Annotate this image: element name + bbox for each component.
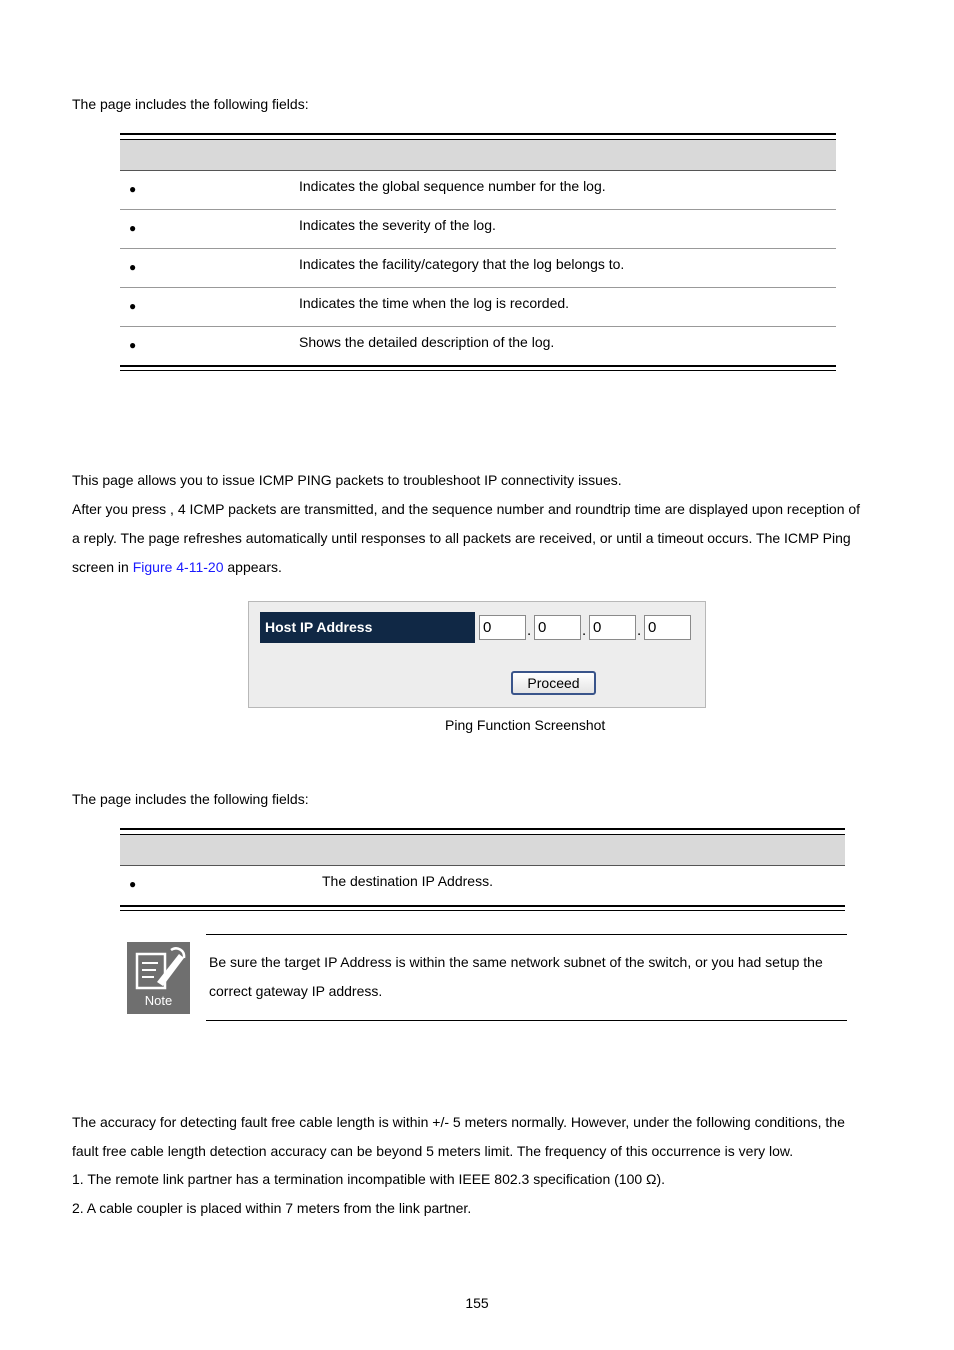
ip-dot: . xyxy=(527,622,532,639)
ping-paragraph-line-2: After you press , 4 ICMP packets are transmitted, and the sequence number and roundtrip time are displayed upon reception of xyxy=(72,501,861,517)
figure-caption: Ping Function Screenshot xyxy=(445,717,606,733)
ping-paragraph-line-1: This page allows you to issue ICMP PING packets to troubleshoot IP connectivity issues. xyxy=(72,472,622,488)
field-description: Indicates the time when the log is recorded. xyxy=(299,295,570,311)
fields-intro: The page includes the following fields: xyxy=(72,791,309,807)
ip-octet-4-input[interactable] xyxy=(644,615,691,640)
table-row xyxy=(120,866,845,905)
cable-paragraph-line-2: fault free cable length detection accuracy can be beyond 5 meters limit. The frequency of this occurrence is very low. xyxy=(72,1143,794,1159)
bullet-icon: ● xyxy=(129,260,137,274)
bullet-icon: ● xyxy=(129,299,137,313)
table-bottom-rule xyxy=(120,365,836,371)
ping-paragraph-text: appears. xyxy=(223,559,282,575)
table-bottom-rule xyxy=(120,905,845,911)
cable-condition-2: 2. A cable coupler is placed within 7 meters from the link partner. xyxy=(72,1200,472,1216)
field-description: Indicates the severity of the log. xyxy=(299,217,496,233)
page-number: 155 xyxy=(465,1295,489,1311)
ping-paragraph-text: screen in xyxy=(72,559,133,575)
table-header xyxy=(120,140,836,171)
ip-octet-3-input[interactable] xyxy=(589,615,636,640)
note-bottom-rule xyxy=(206,1020,847,1021)
table-header xyxy=(120,835,845,866)
fields-intro: The page includes the following fields: xyxy=(72,96,309,112)
ip-octet-1-input[interactable] xyxy=(479,615,526,640)
note-text-line-1: Be sure the target IP Address is within the same network subnet of the switch, or you had setup the xyxy=(209,954,823,970)
note-top-rule xyxy=(206,934,847,935)
table-row xyxy=(120,249,836,288)
table-top-rule xyxy=(120,133,836,140)
figure-link[interactable]: Figure 4-11-20 xyxy=(132,559,224,575)
ping-paragraph-line-3: a reply. The page refreshes automatically until responses to all packets are received, or until a timeout occurs. The ICMP Ping xyxy=(72,530,851,546)
field-description: The destination IP Address. xyxy=(322,873,493,889)
bullet-icon: ● xyxy=(129,338,137,352)
bullet-icon: ● xyxy=(129,221,137,235)
bullet-icon: ● xyxy=(129,877,137,891)
table-row xyxy=(120,210,836,249)
proceed-button[interactable]: Proceed xyxy=(511,671,596,695)
log-fields-table xyxy=(120,133,836,371)
field-description: Shows the detailed description of the log. xyxy=(299,334,555,350)
note-text-line-2: correct gateway IP address. xyxy=(209,983,383,999)
table-row xyxy=(120,288,836,327)
ip-octet-2-input[interactable] xyxy=(534,615,581,640)
ip-dot: . xyxy=(637,622,642,639)
host-ip-label: Host IP Address xyxy=(260,612,475,643)
field-description: Indicates the facility/category that the log belongs to. xyxy=(299,256,625,272)
table-row xyxy=(120,171,836,210)
field-description: Indicates the global sequence number for the log. xyxy=(299,178,606,194)
ping-form-panel xyxy=(248,601,706,708)
table-top-rule xyxy=(120,828,845,835)
cable-paragraph-line-1: The accuracy for detecting fault free cable length is within +/- 5 meters normally. However, under the following conditions, the xyxy=(72,1114,845,1130)
note-icon xyxy=(127,942,190,1014)
ip-dot: . xyxy=(582,622,587,639)
note-icon-label: Note xyxy=(144,993,173,1008)
bullet-icon: ● xyxy=(129,182,137,196)
table-row xyxy=(120,327,836,365)
ping-paragraph-line-4 xyxy=(72,553,282,582)
cable-condition-1: 1. The remote link partner has a termination incompatible with IEEE 802.3 specification (100 Ω). xyxy=(72,1171,666,1187)
ping-fields-table xyxy=(120,828,845,911)
